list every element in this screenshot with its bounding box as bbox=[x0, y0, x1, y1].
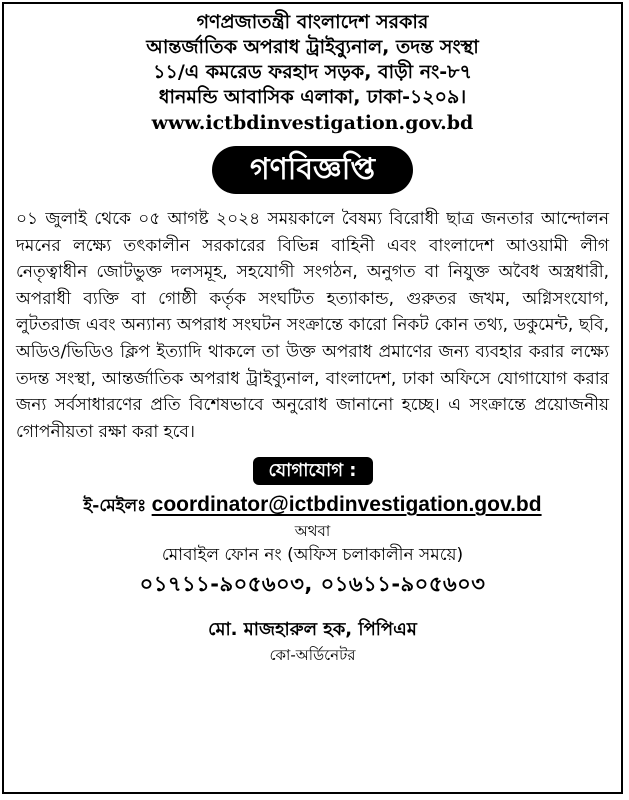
header-website[interactable]: www.ictbdinvestigation.gov.bd bbox=[151, 112, 474, 134]
phone-numbers: ০১৭১১-৯০৫৬০৩, ০১৬১১-৯০৫৬০৩ bbox=[139, 572, 486, 597]
header-government-name: গণপ্রজাতন্ত্রী বাংলাদেশ সরকার bbox=[196, 11, 429, 33]
header-office-name: আন্তর্জাতিক অপরাধ ট্রাইব্যুনাল, তদন্ত সংস্থা bbox=[146, 36, 479, 58]
email-label: ই-মেইলঃ bbox=[83, 496, 147, 517]
mobile-label: মোবাইল ফোন নং (অফিস চলাকালীন সময়ে) bbox=[161, 545, 464, 566]
contact-heading-container bbox=[4, 457, 621, 487]
signatory-name: মো. মাজহারুল হক, পিপিএম bbox=[208, 619, 417, 641]
signatory-title: কো-অর্ডিনেটর bbox=[269, 646, 356, 665]
public-notice-banner: গণবিজ্ঞপ্তি bbox=[212, 146, 413, 194]
or-text: অথবা bbox=[294, 522, 331, 541]
email-line bbox=[4, 491, 621, 520]
notice-body: ০১ জুলাই থেকে ০৫ আগষ্ট ২০২৪ সময়কালে বৈষম্য বিরোধী ছাত্র জনতার আন্দোলন দমনের লক্ষ্যে তৎকালীন সরকারের বিভিন্ন বাহিনী এবং বাংলাদেশ আওয়ামী লীগ নেতৃত্বাধীন জোটভুক্ত দলসমূহ, সহযোগী সংগঠন, অনুগত বা নিযুক্ত অবৈধ অস্ত্রধারী, অপরাধী ব্যক্তি বা গোষ্ঠী কর্তৃক সংঘটিত হত্যাকান্ড, গুরুতর জখম, অগ্নিসংযোগ, লুটতরাজ এবং অন্যান্য অপরাধ সংঘটন সংক্রান্তে কারো নিকট কোন তথ্য, ডকুমেন্ট, ছবি, অডিও/ভিডিও ক্লিপ ইত্যাদি থাকলে তা উক্ত অপরাধ প্রমাণের জন্য ব্যবহার করার লক্ষ্যে তদন্ত সংস্থা, আন্তর্জাতিক অপরাধ ট্রাইব্যুনাল, বাংলাদেশ, ঢাকা অফিসে যোগাযোগ করার জন্য সর্বসাধারণের প্রতি বিশেষভাবে অনুরোধ জানানো হচ্ছে। এ সংক্রান্তে প্রয়োজনীয় গোপনীয়তা রক্ষা করা হবে। bbox=[16, 209, 609, 442]
contact-heading-badge: যোগাযোগ : bbox=[253, 457, 373, 485]
email-link[interactable]: coordinator@ictbdinvestigation.gov.bd bbox=[151, 493, 542, 517]
header-address-street: ১১/এ কমরেড ফরহাদ সড়ক, বাড়ী নং-৮৭ bbox=[153, 61, 472, 83]
header-address-area: ধানমন্ডি আবাসিক এলাকা, ঢাকা-১২০৯। bbox=[158, 86, 467, 108]
banner-container bbox=[4, 146, 621, 196]
notice-frame bbox=[2, 2, 623, 794]
